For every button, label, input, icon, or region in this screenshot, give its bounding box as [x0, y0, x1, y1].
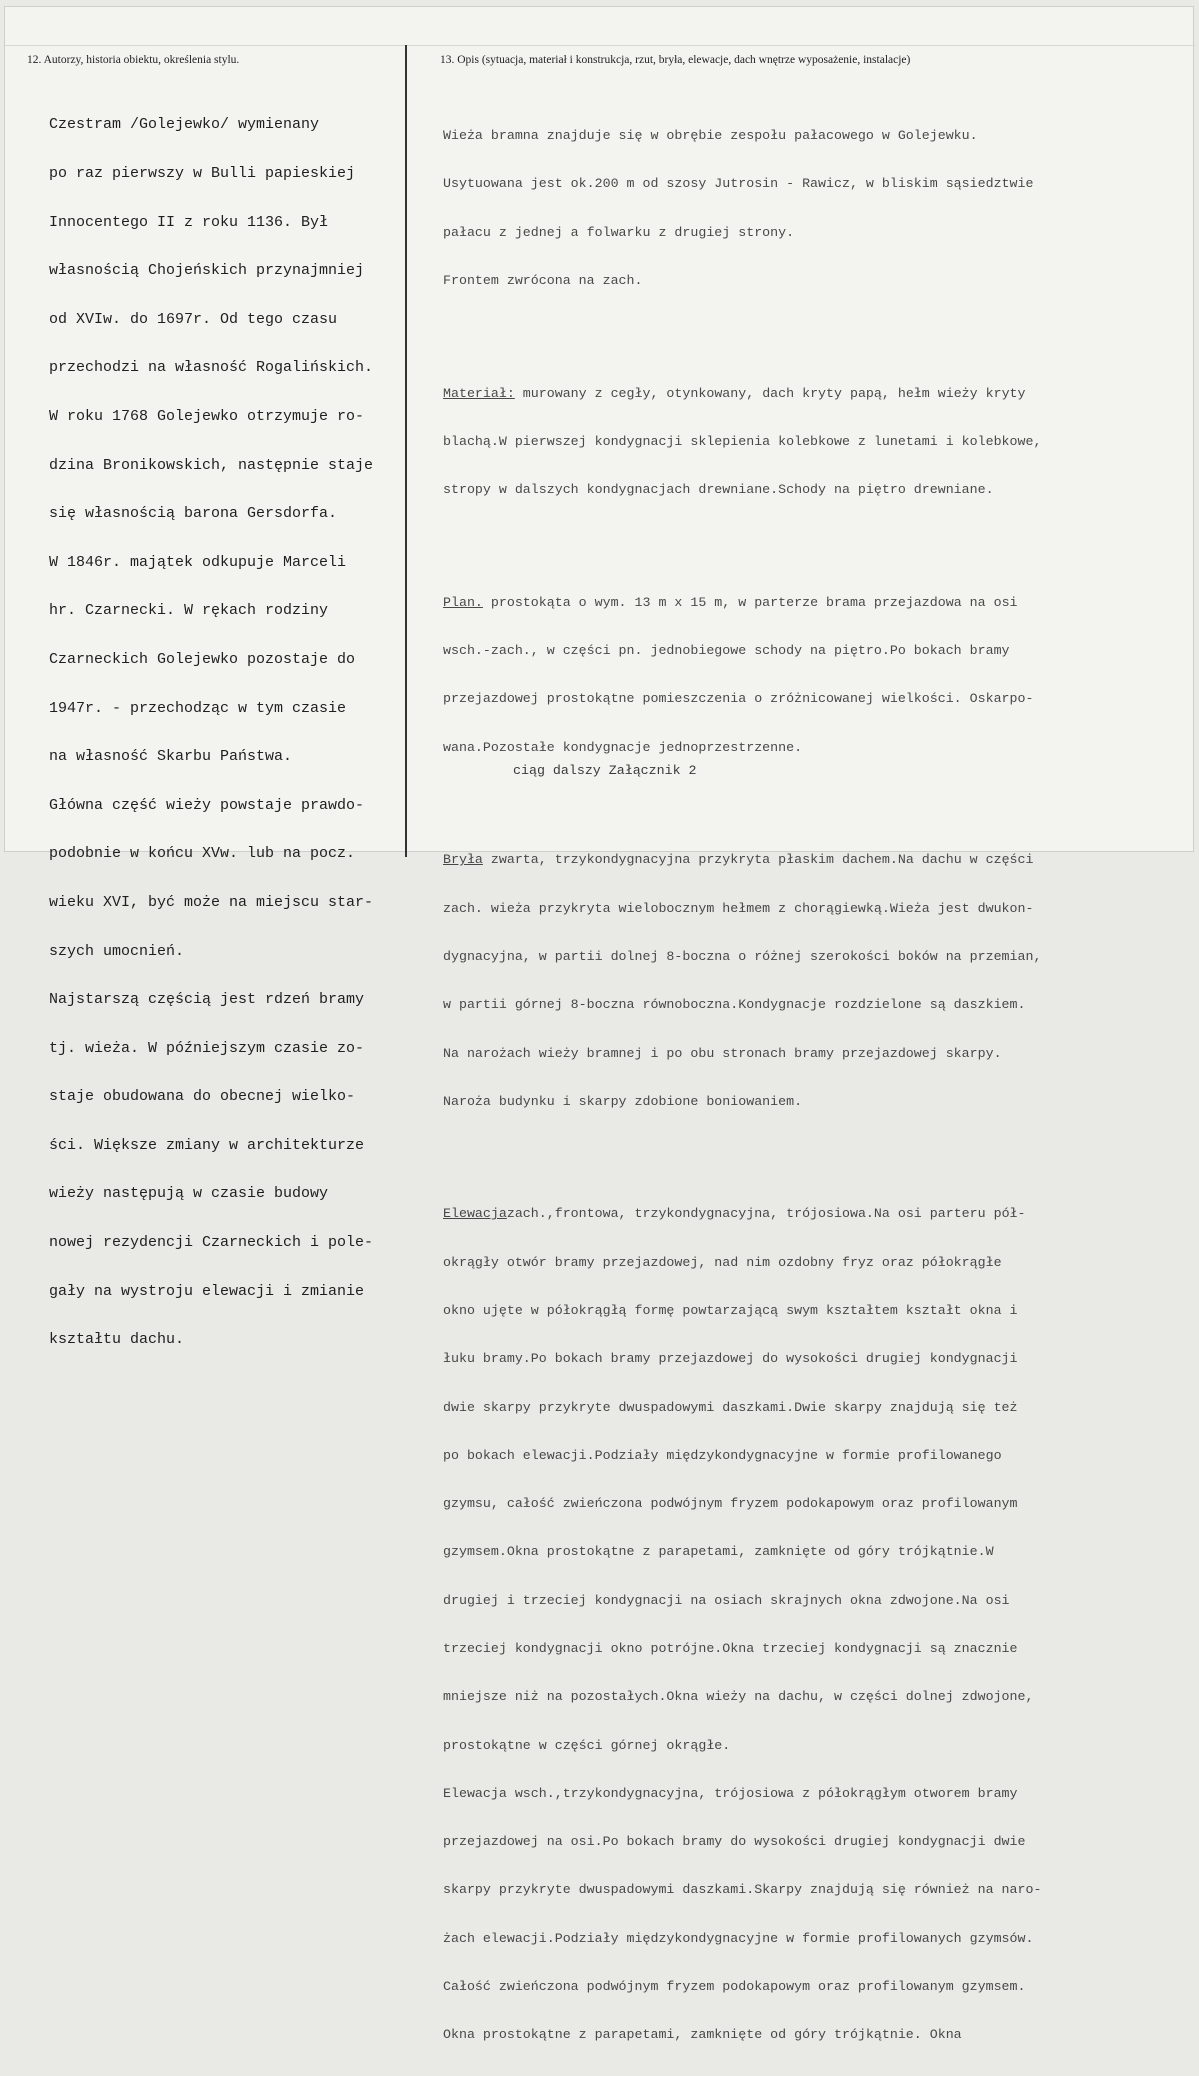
history-line: podobnie w końcu XVw. lub na pocz. [49, 845, 356, 863]
history-line: W 1846r. majątek odkupuje Marceli [49, 553, 347, 571]
history-line: wieku XVI, być może na miejscu star- [49, 893, 374, 911]
paragraph-gap [443, 321, 1041, 337]
history-line: W roku 1768 Golejewko otrzymuje ro- [49, 407, 365, 425]
paragraph-gap [443, 531, 1041, 547]
situation-line: Usytuowana jest ok.200 m od szosy Jutrosin - Rawicz, w bliskim sąsiedztwie [443, 176, 1034, 192]
bryla-line: dygnacyjna, w partii dolnej 8-boczna o różnej szerokości boków na przemian, [443, 948, 1042, 964]
paragraph-gap [443, 1142, 1041, 1158]
plan-line: wsch.-zach., w części pn. jednobiegowe schody na piętro.Po bokach bramy [443, 643, 1010, 659]
history-line: wieży następują w czasie budowy [49, 1185, 329, 1203]
material-label: Materiał: [443, 385, 515, 401]
elewacja-line [443, 1206, 1041, 1222]
bryla-line: w partii górnej 8-boczna równoboczna.Kondygnacje rozdzielone są daszkiem. [443, 997, 1026, 1013]
bryla-line: Na narożach wieży bramnej i po obu stronach bramy przejazdowej skarpy. [443, 1045, 1002, 1061]
history-line: po raz pierwszy w Bulli papieskiej [49, 165, 356, 182]
history-line: staje obudowana do obecnej wielko- [49, 1088, 356, 1106]
elewacja-line: gzymsu, całość zwieńczona podwójnym fryzem podokapowym oraz profilowanym [443, 1496, 1018, 1512]
elewacja-line: mniejsze niż na pozostałych.Okna wieży na dachu, w części dolnej zdwojone, [443, 1689, 1034, 1705]
situation-line: Frontem zwrócona na zach. [443, 273, 643, 289]
plan-line: wana.Pozostałe kondygnacje jednoprzestrzenne. [443, 739, 803, 755]
elewacja-line: skarpy przykryte dwuspadowymi daszkami.Skarpy znajdują się również na naro- [443, 1882, 1042, 1898]
history-line: przechodzi na własność Rogalińskich. [49, 359, 374, 377]
header-rule [5, 45, 1195, 46]
plan-label: Plan. [443, 594, 483, 610]
history-line: 1947r. - przechodząc w tym czasie [49, 699, 347, 717]
history-line: tj. wieża. W późniejszym czasie zo- [49, 1039, 365, 1057]
history-line: gały na wystroju elewacji i zmianie [49, 1282, 365, 1300]
elewacja-line: Okna prostokątne z parapetami, zamknięte od góry trójkątnie. Okna [443, 2027, 962, 2043]
history-line: na własność Skarbu Państwa. [49, 748, 293, 766]
history-line: Najstarszą częścią jest rdzeń bramy [49, 991, 365, 1009]
history-line: Innocentego II z roku 1136. Był [49, 213, 329, 231]
bryla-line [443, 852, 1041, 868]
bryla-line: zach. wieża przykryta wielobocznym hełmem z chorągiewką.Wieża jest dwukon- [443, 900, 1034, 916]
material-first: murowany z cegły, otynkowany, dach kryty papą, hełm wieży kryty [514, 385, 1026, 401]
bryla-line: Naroża budynku i skarpy zdobione boniowaniem. [443, 1093, 803, 1109]
column-divider [405, 45, 407, 857]
history-text [49, 85, 373, 1381]
elewacja-first: zach.,frontowa, trzykondygnacyjna, trójosiowa.Na osi parteru pół- [506, 1206, 1026, 1222]
elewacja-line: dwie skarpy przykryte dwuspadowymi daszkami.Dwie skarpy znajdują się też [443, 1399, 1018, 1415]
paragraph-gap [443, 788, 1041, 804]
history-line: dzina Bronikowskich, następnie staje [49, 456, 374, 474]
history-line: od XVIw. do 1697r. Od tego czasu [49, 310, 338, 328]
history-line: Czestram /Golejewko/ wymienany [49, 116, 320, 134]
history-line: szych umocnień. [49, 942, 185, 960]
history-line: ści. Większe zmiany w architekturze [49, 1136, 365, 1154]
bryla-label: Bryła [443, 852, 483, 868]
history-line: hr. Czarnecki. W rękach rodziny [49, 602, 329, 620]
history-line: własnością Chojeńskich przynajmniej [49, 262, 365, 280]
history-line: Czarneckich Golejewko pozostaje do [49, 650, 356, 668]
plan-first: prostokąta o wym. 13 m x 15 m, w parterze brama przejazdowa na osi [482, 594, 1018, 610]
history-line: Główna część wieży powstaje prawdo- [49, 796, 365, 814]
elewacja-line: Elewacja wsch.,trzykondygnacyjna, trójosiowa z półokrągłym otworem bramy [443, 1785, 1018, 1801]
history-line: nowej rezydencji Czarneckich i pole- [49, 1234, 374, 1252]
elewacja-line: gzymsem.Okna prostokątne z parapetami, zamknięte od góry trójkątnie.W [443, 1544, 994, 1560]
elewacja-line: prostokątne w części górnej okrągłe. [443, 1737, 731, 1753]
material-line: stropy w dalszych kondygnacjach drewniane.Schody na piętro drewniane. [443, 482, 994, 498]
material-line: blachą.W pierwszej kondygnacji sklepienia kolebkowe z lunetami i kolebkowe, [443, 433, 1042, 449]
elewacja-line: żach elewacji.Podziały międzykondygnacyjne w formie profilowanych gzymsów. [443, 1930, 1034, 1946]
elewacja-line: trzeciej kondygnacji okno potrójne.Okna trzeciej kondygnacji są znacznie [443, 1641, 1018, 1656]
history-line: kształtu dachu. [49, 1331, 185, 1349]
elewacja-line: okno ujęte w półokrągłą formę powtarzającą swym kształtem kształt okna i [443, 1303, 1018, 1319]
header-history: 12. Autorzy, historia obiektu, określenia stylu. [27, 54, 240, 66]
plan-line [443, 595, 1041, 611]
elewacja-line: łuku bramy.Po bokach bramy przejazdowej do wysokości drugiej kondygnacji [443, 1351, 1018, 1367]
elewacja-line: okrągły otwór bramy przejazdowej, nad nim ozdobny fryz oraz półokrągłe [443, 1254, 1002, 1270]
situation-line: pałacu z jednej a folwarku z drugiej strony. [443, 224, 795, 240]
history-line: się własnością barona Gersdorfa. [49, 505, 338, 523]
elewacja-line: Całość zwieńczona podwójnym fryzem podokapowym oraz profilowanym gzymsem. [443, 1978, 1026, 1994]
plan-line: przejazdowej prostokątne pomieszczenia o zróżnicowanej wielkości. Oskarpo- [443, 691, 1034, 707]
elewacja-line: przejazdowej na osi.Po bokach bramy do wysokości drugiej kondygnacji dwie [443, 1834, 1026, 1850]
description-text [443, 96, 1041, 2076]
elewacja-line: drugiej i trzeciej kondygnacji na osiach skrajnych okna zdwojone.Na osi [443, 1592, 1010, 1608]
header-description: 13. Opis (sytuacja, materiał i konstrukcja, rzut, bryła, elewacje, dach wnętrze wyposażenie, instalacje) [440, 54, 911, 66]
elewacja-line: po bokach elewacji.Podziały międzykondygnacyjne w formie profilowanego [443, 1447, 1002, 1463]
elewacja-label: Elewacja [443, 1206, 507, 1222]
bryla-first: zwarta, trzykondygnacyjna przykryta płaskim dachem.Na dachu w części [482, 852, 1034, 868]
continuation-note: ciąg dalszy Załącznik 2 [513, 763, 697, 778]
situation-line: Wieża bramna znajduje się w obrębie zespołu pałacowego w Golejewku. [443, 128, 978, 144]
document-sheet [4, 6, 1194, 2043]
material-line [443, 386, 1041, 402]
